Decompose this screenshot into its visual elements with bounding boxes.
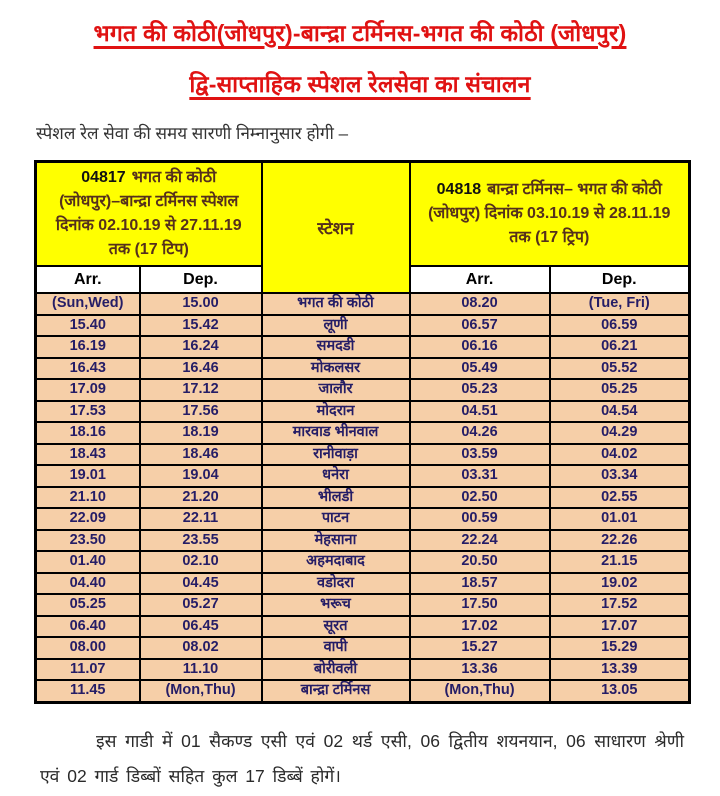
time-cell: 22.24 [410, 530, 550, 552]
time-cell: 05.49 [410, 358, 550, 380]
time-cell: 05.25 [550, 379, 690, 401]
time-cell: 04.54 [550, 401, 690, 423]
station-name-cell: जालौर [262, 379, 410, 401]
time-cell: 04.51 [410, 401, 550, 423]
time-cell: 04.02 [550, 444, 690, 466]
time-cell: 01.40 [36, 551, 140, 573]
time-cell: 04.29 [550, 422, 690, 444]
station-name-cell: भीलडी [262, 487, 410, 509]
station-name-cell: भगत की कोठी [262, 293, 410, 315]
time-cell: 08.20 [410, 293, 550, 315]
time-cell: 13.39 [550, 659, 690, 681]
time-cell: 05.52 [550, 358, 690, 380]
time-cell: 02.10 [140, 551, 262, 573]
timetable-row [36, 551, 690, 573]
time-cell: 01.01 [550, 508, 690, 530]
timetable-row [36, 659, 690, 681]
time-cell: 03.34 [550, 465, 690, 487]
time-cell: 15.29 [550, 637, 690, 659]
time-cell: 19.01 [36, 465, 140, 487]
train-04818-description: बान्द्रा टर्मिनस– भगत की कोठी (जोधपुर) दिनांक 03.10.19 से 28.11.19 तक (17 ट्रिप) [428, 181, 671, 246]
time-cell: 17.53 [36, 401, 140, 423]
time-cell: 03.31 [410, 465, 550, 487]
train-04817-description: भगत की कोठी (जोधपुर)–बान्द्रा टर्मिनस स्पेशल दिनांक 02.10.19 से 27.11.19 तक (17 टिप) [55, 169, 242, 258]
time-cell: 00.59 [410, 508, 550, 530]
time-cell: 16.46 [140, 358, 262, 380]
time-cell: 18.46 [140, 444, 262, 466]
station-name-cell: बोरीवली [262, 659, 410, 681]
time-cell: 05.23 [410, 379, 550, 401]
station-column-header: स्टेशन [262, 162, 410, 294]
station-name-cell: भरूच [262, 594, 410, 616]
time-cell: 06.40 [36, 616, 140, 638]
time-cell: 11.45 [36, 680, 140, 702]
time-cell: 17.02 [410, 616, 550, 638]
notice-title-line2: द्वि-साप्ताहिक स्पेशल रेलसेवा का संचालन [189, 71, 531, 97]
time-cell: 03.59 [410, 444, 550, 466]
station-name-cell: रानीवाड़ा [262, 444, 410, 466]
time-cell: 18.43 [36, 444, 140, 466]
time-cell: 08.00 [36, 637, 140, 659]
timetable-row [36, 401, 690, 423]
time-cell: 15.42 [140, 315, 262, 337]
time-cell: 17.56 [140, 401, 262, 423]
station-name-cell: बान्द्रा टर्मिनस [262, 680, 410, 702]
time-cell: (Mon,Thu) [410, 680, 550, 702]
departure-header-04817: Dep. [140, 266, 262, 293]
timetable-row [36, 336, 690, 358]
notice-title-line1: भगत की कोठी(जोधपुर)-बान्द्रा टर्मिनस-भगत की कोठी (जोधपुर) [93, 20, 627, 46]
departure-header-04818: Dep. [550, 266, 690, 293]
train-04818-header-cell [410, 162, 690, 267]
station-name-cell: वडोदरा [262, 573, 410, 595]
time-cell: 21.15 [550, 551, 690, 573]
station-name-cell: मेहसाना [262, 530, 410, 552]
station-name-cell: मारवाड भीनवाल [262, 422, 410, 444]
time-cell: 06.57 [410, 315, 550, 337]
timetable-row [36, 444, 690, 466]
time-cell: 06.45 [140, 616, 262, 638]
time-cell: 17.50 [410, 594, 550, 616]
time-cell: 17.07 [550, 616, 690, 638]
station-name-cell: सूरत [262, 616, 410, 638]
station-name-cell: धनेरा [262, 465, 410, 487]
time-cell: 21.10 [36, 487, 140, 509]
timetable-row [36, 573, 690, 595]
station-name-cell: मोदरान [262, 401, 410, 423]
time-cell: 05.25 [36, 594, 140, 616]
station-name-cell: अहमदाबाद [262, 551, 410, 573]
time-cell: 11.10 [140, 659, 262, 681]
train-04817-header-cell [36, 162, 262, 267]
time-cell: 04.26 [410, 422, 550, 444]
time-cell: 15.27 [410, 637, 550, 659]
time-cell: 13.05 [550, 680, 690, 702]
coach-composition-note: इस गाडी में 01 सैकण्ड एसी एवं 02 थर्ड एसी, 06 द्वितीय शयनयान, 06 साधारण श्रेणी एवं 02 गार्ड डिब्बों सहित कुल 17 डिब्बें होगें। [40, 730, 684, 787]
time-cell: 04.45 [140, 573, 262, 595]
time-cell: 19.04 [140, 465, 262, 487]
timetable-row [36, 508, 690, 530]
time-cell: 17.12 [140, 379, 262, 401]
time-cell: 17.09 [36, 379, 140, 401]
time-cell: 06.16 [410, 336, 550, 358]
station-name-cell: मोकलसर [262, 358, 410, 380]
time-cell: 23.50 [36, 530, 140, 552]
timetable-row [36, 487, 690, 509]
time-cell: 11.07 [36, 659, 140, 681]
timetable-row [36, 637, 690, 659]
arrival-header-04818: Arr. [410, 266, 550, 293]
arrival-header-04817: Arr. [36, 266, 140, 293]
station-name-cell: पाटन [262, 508, 410, 530]
time-cell: 17.52 [550, 594, 690, 616]
time-cell: 20.50 [410, 551, 550, 573]
time-cell: 05.27 [140, 594, 262, 616]
time-cell: 06.21 [550, 336, 690, 358]
time-cell: 16.19 [36, 336, 140, 358]
train-info-header-row [36, 162, 690, 267]
timetable-row [36, 465, 690, 487]
time-cell: 02.50 [410, 487, 550, 509]
time-cell: 21.20 [140, 487, 262, 509]
time-cell: 22.11 [140, 508, 262, 530]
train-timetable [34, 160, 691, 704]
train-04817-number: 04817 [81, 169, 126, 186]
time-cell: 23.55 [140, 530, 262, 552]
time-cell: 13.36 [410, 659, 550, 681]
time-cell: 04.40 [36, 573, 140, 595]
time-cell: 22.09 [36, 508, 140, 530]
timetable-row [36, 293, 690, 315]
timetable-row [36, 422, 690, 444]
station-name-cell: समदडी [262, 336, 410, 358]
timetable-row [36, 680, 690, 702]
station-name-cell: लूणी [262, 315, 410, 337]
timetable-row [36, 530, 690, 552]
time-cell: (Sun,Wed) [36, 293, 140, 315]
time-cell: 16.24 [140, 336, 262, 358]
time-cell: 08.02 [140, 637, 262, 659]
timetable-row [36, 594, 690, 616]
time-cell: 15.40 [36, 315, 140, 337]
time-cell: 02.55 [550, 487, 690, 509]
time-cell: 06.59 [550, 315, 690, 337]
time-cell: 22.26 [550, 530, 690, 552]
time-cell: 18.57 [410, 573, 550, 595]
timetable-rows [36, 293, 690, 702]
time-cell: 18.16 [36, 422, 140, 444]
station-name-cell: वापी [262, 637, 410, 659]
timetable-intro-text: स्पेशल रेल सेवा की समय सारणी निम्नानुसार होगी – [36, 124, 349, 143]
time-cell: 16.43 [36, 358, 140, 380]
time-cell: 15.00 [140, 293, 262, 315]
timetable-row [36, 616, 690, 638]
train-04818-number: 04818 [436, 181, 482, 198]
time-cell: (Mon,Thu) [140, 680, 262, 702]
time-cell: 18.19 [140, 422, 262, 444]
timetable-row [36, 315, 690, 337]
timetable-row [36, 358, 690, 380]
time-cell: 19.02 [550, 573, 690, 595]
timetable-row [36, 379, 690, 401]
time-cell: (Tue, Fri) [550, 293, 690, 315]
